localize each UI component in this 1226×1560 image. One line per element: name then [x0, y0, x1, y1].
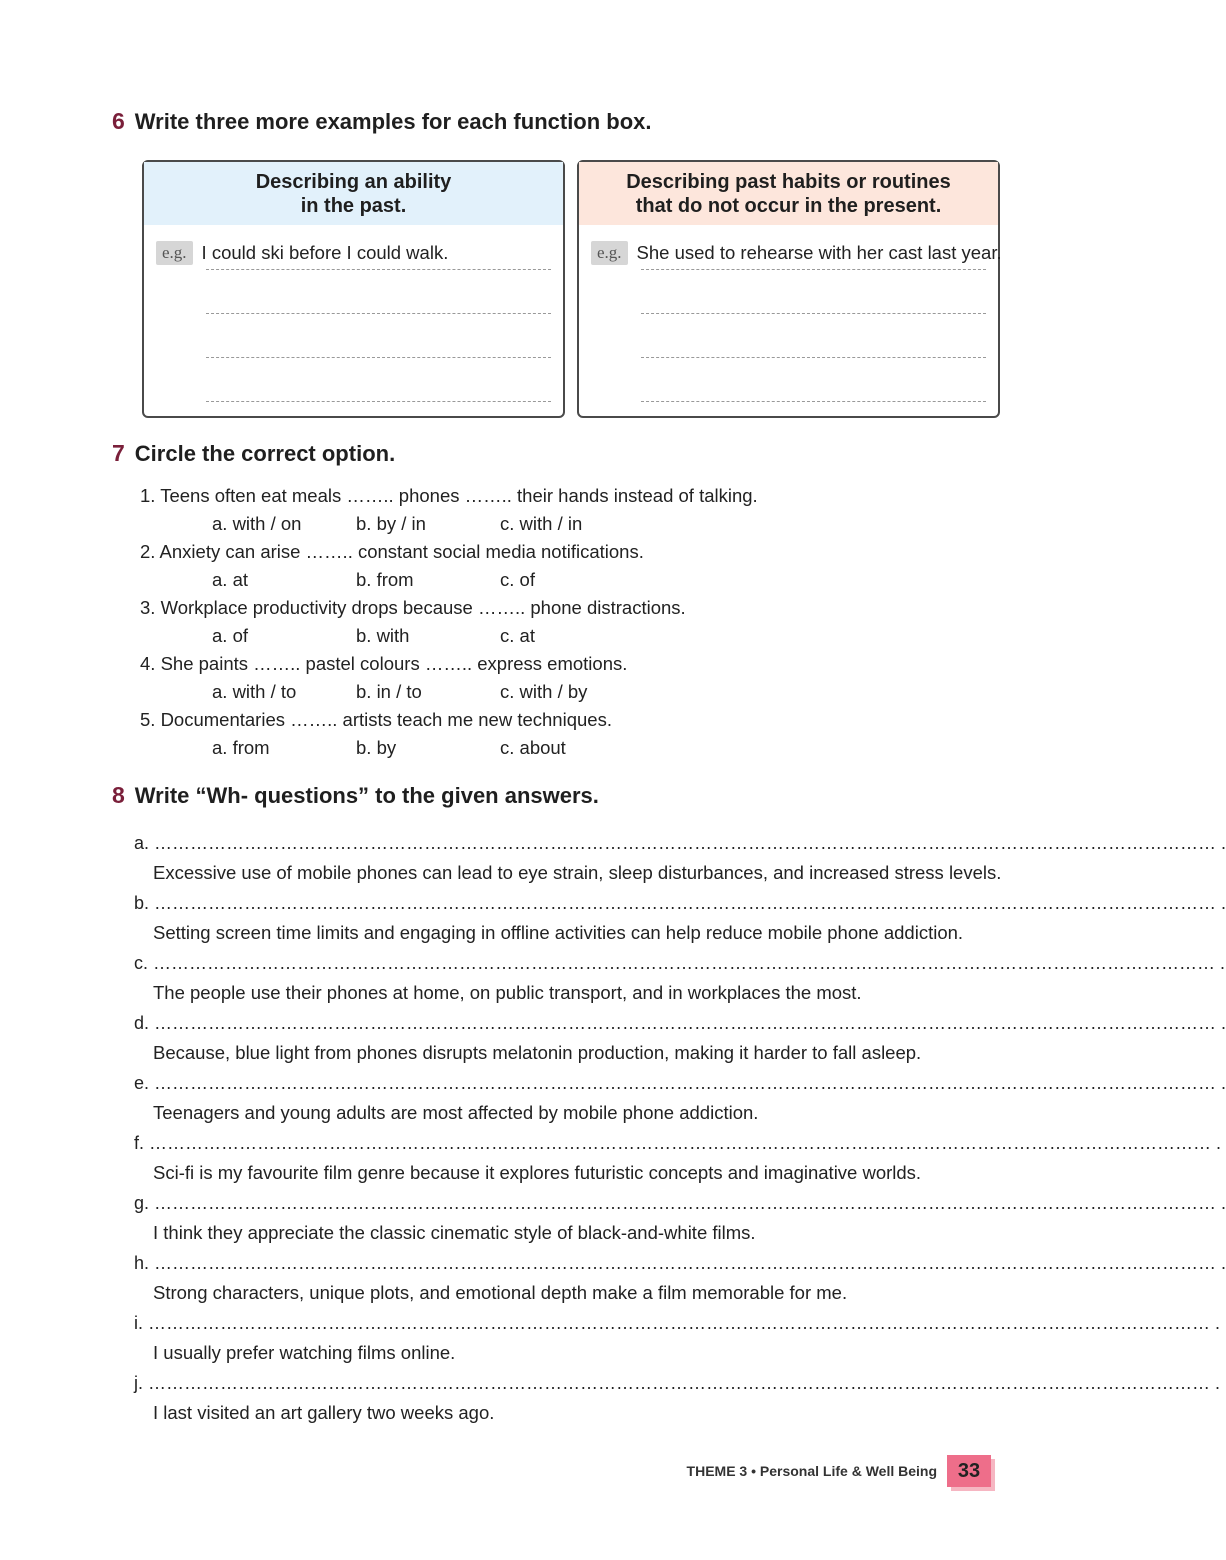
list-item: [134, 1129, 1222, 1189]
exercise-instruction: Circle the correct option.: [134, 441, 396, 466]
given-answer: Because, blue light from phones disrupts melatonin production, making it harder to fall asleep.: [153, 1042, 922, 1063]
given-answer: I usually prefer watching films online.: [153, 1342, 456, 1363]
answer-line[interactable]: [641, 401, 986, 402]
given-answer: Setting screen time limits and engaging in offline activities can help reduce mobile phone addiction.: [153, 922, 964, 943]
exercise-8-title: [112, 782, 599, 809]
function-box-heading: Describing an ability in the past.: [144, 162, 563, 225]
answer-line[interactable]: [641, 269, 986, 270]
question-text: 4. She paints …….. pastel colours …….. express emotions.: [140, 653, 628, 674]
example-sentence: She used to rehearse with her cast last year.: [636, 242, 1002, 263]
question-text: 2. Anxiety can arise …….. constant social media notifications.: [140, 541, 644, 562]
option-b[interactable]: b. by: [356, 737, 397, 758]
option-c[interactable]: c. with / in: [500, 513, 583, 534]
list-item: [140, 594, 840, 650]
example-row: [591, 239, 1002, 267]
given-answer: Strong characters, unique plots, and emotional depth make a film memorable for me.: [153, 1282, 848, 1303]
answer-line[interactable]: [206, 357, 551, 358]
example-row: [156, 239, 559, 267]
list-item: [140, 706, 840, 762]
eg-tag: e.g.: [156, 241, 193, 265]
question-answer-line[interactable]: h. …………………………………………………………………………………………………………………………………………………………… .: [134, 1253, 1226, 1273]
option-c[interactable]: c. of: [500, 569, 535, 590]
question-answer-line[interactable]: g. …………………………………………………………………………………………………………………………………………………………… .: [134, 1193, 1226, 1213]
list-item: [134, 1249, 1226, 1309]
option-b[interactable]: b. with: [356, 625, 410, 646]
answer-line[interactable]: [641, 313, 986, 314]
option-c[interactable]: c. with / by: [500, 681, 588, 702]
exercise-7-title: [112, 440, 395, 467]
given-answer: Sci-fi is my favourite film genre because it explores futuristic concepts and imaginative worlds.: [153, 1162, 922, 1183]
answer-line[interactable]: [641, 357, 986, 358]
question-text: 3. Workplace productivity drops because …….. phone distractions.: [140, 597, 686, 618]
question-answer-line[interactable]: a. …………………………………………………………………………………………………………………………………………………………… .: [134, 833, 1226, 853]
list-item: [134, 949, 1226, 1009]
function-box-ability-past: [142, 160, 565, 418]
multiple-choice-list: [140, 482, 840, 762]
given-answer: Excessive use of mobile phones can lead to eye strain, sleep disturbances, and increased stress levels.: [153, 862, 1002, 883]
question-answer-line[interactable]: c. …………………………………………………………………………………………………………………………………………………………… .: [134, 953, 1226, 973]
exercise-instruction: Write three more examples for each function box.: [134, 109, 652, 134]
answer-line[interactable]: [206, 401, 551, 402]
answer-line[interactable]: [206, 313, 551, 314]
question-answer-line[interactable]: i. …………………………………………………………………………………………………………………………………………………………… .: [134, 1313, 1221, 1333]
question-text: 5. Documentaries …….. artists teach me new techniques.: [140, 709, 612, 730]
exercise-6-title: [112, 108, 652, 135]
exercise-instruction: Write “Wh- questions” to the given answers.: [134, 783, 599, 808]
given-answer: I think they appreciate the classic cinematic style of black-and-white films.: [153, 1222, 756, 1243]
option-b[interactable]: b. from: [356, 569, 414, 590]
exercise-number: 6: [112, 108, 125, 134]
given-answer: Teenagers and young adults are most affected by mobile phone addiction.: [153, 1102, 759, 1123]
option-a[interactable]: a. of: [212, 625, 248, 646]
option-b[interactable]: b. in / to: [356, 681, 422, 702]
option-c[interactable]: c. about: [500, 737, 566, 758]
wh-question-list: [134, 829, 1226, 1429]
list-item: [140, 538, 840, 594]
option-b[interactable]: b. by / in: [356, 513, 426, 534]
list-item: [134, 1009, 1226, 1069]
option-c[interactable]: c. at: [500, 625, 535, 646]
option-a[interactable]: a. from: [212, 737, 270, 758]
eg-tag: e.g.: [591, 241, 628, 265]
page-number-badge: [947, 1455, 991, 1487]
function-box-heading: Describing past habits or routines that do not occur in the present.: [579, 162, 998, 225]
list-item: [140, 482, 840, 538]
question-answer-line[interactable]: f. …………………………………………………………………………………………………………………………………………………………… .: [134, 1133, 1222, 1153]
theme-label: THEME 3 • Personal Life & Well Being: [686, 1463, 937, 1479]
exercise-number: 7: [112, 440, 125, 466]
question-answer-line[interactable]: b. …………………………………………………………………………………………………………………………………………………………… .: [134, 893, 1226, 913]
list-item: [134, 889, 1226, 949]
list-item: [134, 1189, 1226, 1249]
list-item: [134, 829, 1226, 889]
question-text: 1. Teens often eat meals …….. phones …….. their hands instead of talking.: [140, 485, 758, 506]
function-box-past-habits: [577, 160, 1000, 418]
question-answer-line[interactable]: j. …………………………………………………………………………………………………………………………………………………………… .: [134, 1373, 1221, 1393]
list-item: [140, 650, 840, 706]
question-answer-line[interactable]: e. …………………………………………………………………………………………………………………………………………………………… .: [134, 1073, 1226, 1093]
question-answer-line[interactable]: d. …………………………………………………………………………………………………………………………………………………………… .: [134, 1013, 1226, 1033]
answer-line[interactable]: [206, 269, 551, 270]
page-number: 33: [947, 1455, 991, 1487]
example-sentence: I could ski before I could walk.: [201, 242, 449, 263]
given-answer: I last visited an art gallery two weeks ago.: [153, 1402, 495, 1423]
exercise-number: 8: [112, 782, 125, 808]
option-a[interactable]: a. with / to: [212, 681, 297, 702]
list-item: [134, 1309, 1221, 1369]
given-answer: The people use their phones at home, on public transport, and in workplaces the most.: [153, 982, 862, 1003]
list-item: [134, 1369, 1221, 1429]
option-a[interactable]: a. at: [212, 569, 248, 590]
list-item: [134, 1069, 1226, 1129]
page-footer: [687, 1455, 991, 1487]
option-a[interactable]: a. with / on: [212, 513, 302, 534]
